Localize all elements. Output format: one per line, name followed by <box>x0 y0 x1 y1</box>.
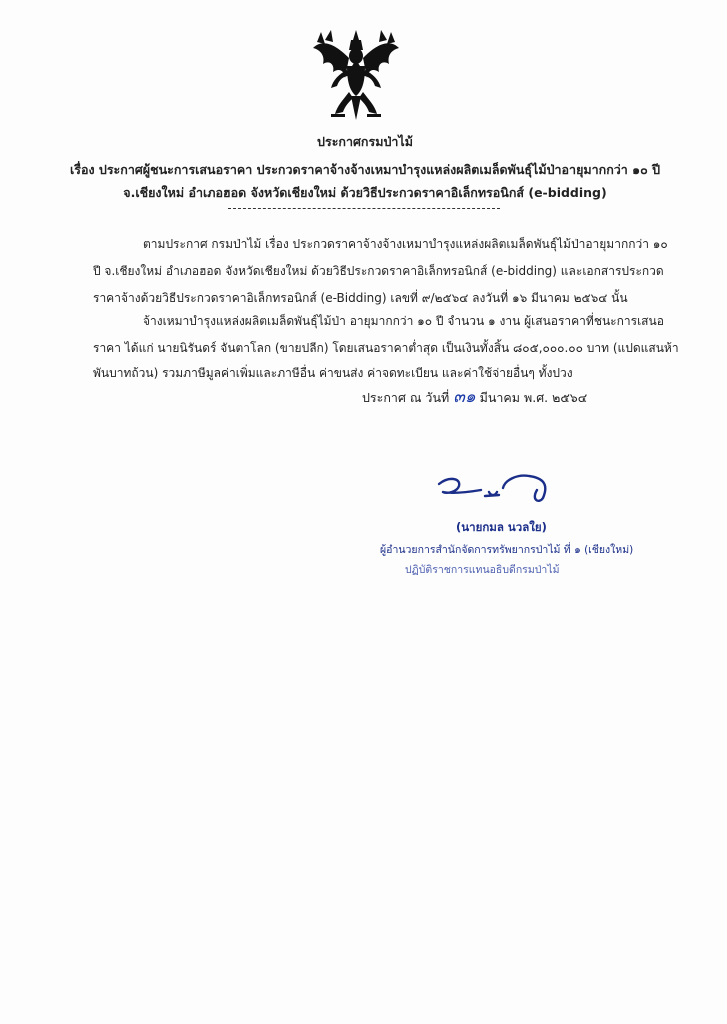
announcement-month-year: มีนาคม พ.ศ. ๒๕๖๔ <box>479 390 588 405</box>
paragraph-1-line-3: ราคาจ้างด้วยวิธีประกวดราคาอิเล็กทรอนิกส์ (e-Bidding) เลขที่ ๙/๒๕๖๔ ลงวันที่ ๑๖ มีนาคม ๒๕๖๔ นั้น <box>93 291 628 305</box>
paragraph-1-line-1: ตามประกาศ กรมป่าไม้ เรื่อง ประกวดราคาจ้างจ้างเหมาบำรุงแหล่งผลิตเมล็ดพันธุ์ไม้ป่าอายุมากกว่า ๑๐ <box>143 237 668 251</box>
signatory-name: (นายกมล นวลใย) <box>456 520 547 534</box>
subject-line-1: เรื่อง ประกาศผู้ชนะการเสนอราคา ประกวดราคาจ้างจ้างเหมาบำรุงแหล่งผลิตเมล็ดพันธุ์ไม้ป่าอายุมากกว่า ๑๐ ปี <box>69 162 661 177</box>
subject-line-2: จ.เชียงใหม่ อำเภอฮอด จังหวัดเชียงใหม่ ด้วยวิธีประกวดราคาอิเล็กทรอนิกส์ (e-bidding) <box>123 185 607 200</box>
handwritten-signature <box>425 462 565 514</box>
announcement-prefix: ประกาศ ณ วันที่ <box>362 390 450 405</box>
announcement-date <box>362 383 587 410</box>
paragraph-1-line-2: ปี จ.เชียงใหม่ อำเภอฮอด จังหวัดเชียงใหม่ ด้วยวิธีประกวดราคาอิเล็กทรอนิกส์ (e-bidding) และเอกสารประกวด <box>93 264 664 278</box>
paragraph-2-line-3: พันบาทถ้วน) รวมภาษีมูลค่าเพิ่มและภาษีอื่น ค่าขนส่ง ค่าจดทะเบียน และค่าใช้จ่ายอื่นๆ ทั้งปวง <box>93 366 573 380</box>
signatory-title: ผู้อำนวยการสำนักจัดการทรัพยากรป่าไม้ ที่ ๑ (เชียงใหม่) <box>380 544 634 556</box>
garuda-emblem-icon <box>311 30 401 122</box>
announcement-day: ๓๑ <box>453 387 476 407</box>
paragraph-2-line-2: ราคา ได้แก่ นายนิรันดร์ จันตาโลก (ขายปลีก) โดยเสนอราคาต่ำสุด เป็นเงินทั้งสิ้น ๘๐๕,๐๐๐.๐๐ บาท (แปดแสนห้า <box>93 341 679 355</box>
divider <box>228 208 500 209</box>
document-title: ประกาศกรมป่าไม้ <box>317 134 413 149</box>
signatory-acting: ปฏิบัติราชการแทนอธิบดีกรมป่าไม้ <box>405 564 560 576</box>
paragraph-2-line-1: จ้างเหมาบำรุงแหล่งผลิตเมล็ดพันธุ์ไม้ป่า อายุมากกว่า ๑๐ ปี จำนวน ๑ งาน ผู้เสนอราคาที่ชนะการเสนอ <box>143 314 664 328</box>
